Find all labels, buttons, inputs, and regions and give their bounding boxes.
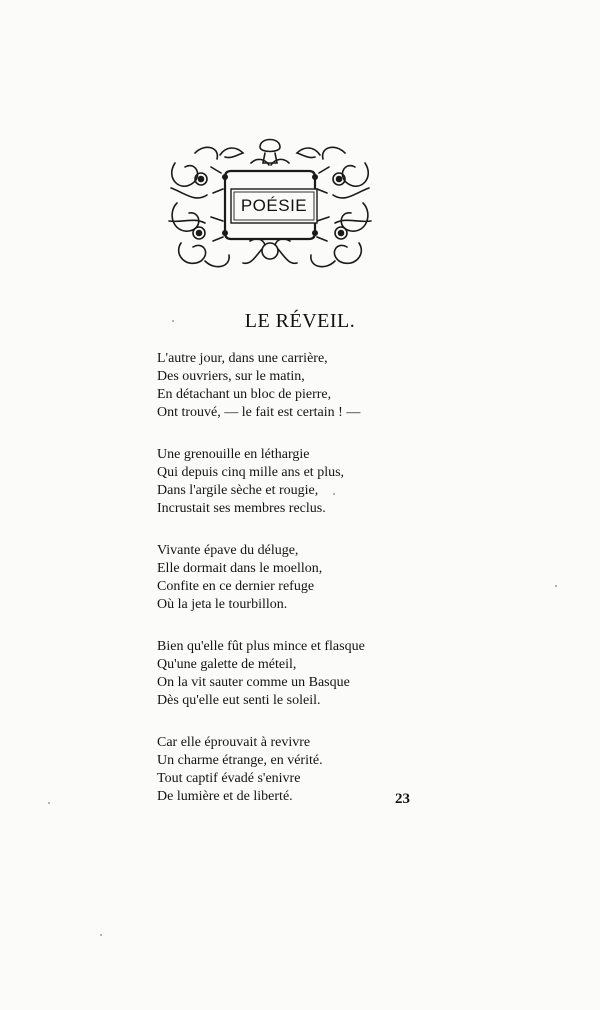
verse-line: On la vit sauter comme un Basque <box>157 675 350 690</box>
stanza <box>157 542 457 614</box>
verse-line: Ont trouvé, — le fait est certain ! — <box>157 405 361 420</box>
verse-line: Un charme étrange, en vérité. <box>157 753 323 768</box>
verse-line: Incrustait ses membres reclus. <box>157 501 326 516</box>
stanza <box>157 734 457 806</box>
verse-line: Une grenouille en léthargie <box>157 447 310 462</box>
verse-line: Dans l'argile sèche et rougie, <box>157 483 319 498</box>
verse-line: Qui depuis cinq mille ans et plus, <box>157 465 345 480</box>
stanza <box>157 350 457 422</box>
page-number: 23 <box>395 791 410 807</box>
paper-speck <box>555 585 557 587</box>
poem-title: LE RÉVEIL. <box>244 310 356 332</box>
verse-line: Car elle éprouvait à revivre <box>157 735 311 750</box>
verse-line: En détachant un bloc de pierre, <box>157 387 332 402</box>
verse-line: Dès qu'elle eut senti le soleil. <box>157 693 321 708</box>
verse-line: Où la jeta le tourbillon. <box>157 597 288 612</box>
poem-body <box>157 350 457 830</box>
verse-line: L'autre jour, dans une carrière, <box>157 351 328 366</box>
verse-line: De lumière et de liberté. <box>157 789 293 804</box>
verse-line: Des ouvriers, sur le matin, <box>157 369 305 384</box>
stanza <box>157 638 457 710</box>
verse-line: Elle dormait dans le moellon, <box>157 561 323 576</box>
verse-line: Qu'une galette de méteil, <box>157 657 297 672</box>
verse-line: Bien qu'elle fût plus mince et flasque <box>157 639 365 654</box>
verse-line: Confite en ce dernier refuge <box>157 579 315 594</box>
paper-speck <box>172 320 174 322</box>
paper-speck <box>100 934 102 936</box>
verse-line: Tout captif évadé s'enivre <box>157 771 301 786</box>
paper-speck <box>333 493 335 495</box>
stanza <box>157 446 457 518</box>
section-label: POÉSIE <box>240 196 308 215</box>
verse-line: Vivante épave du déluge, <box>157 543 299 558</box>
paper-speck <box>48 802 50 804</box>
